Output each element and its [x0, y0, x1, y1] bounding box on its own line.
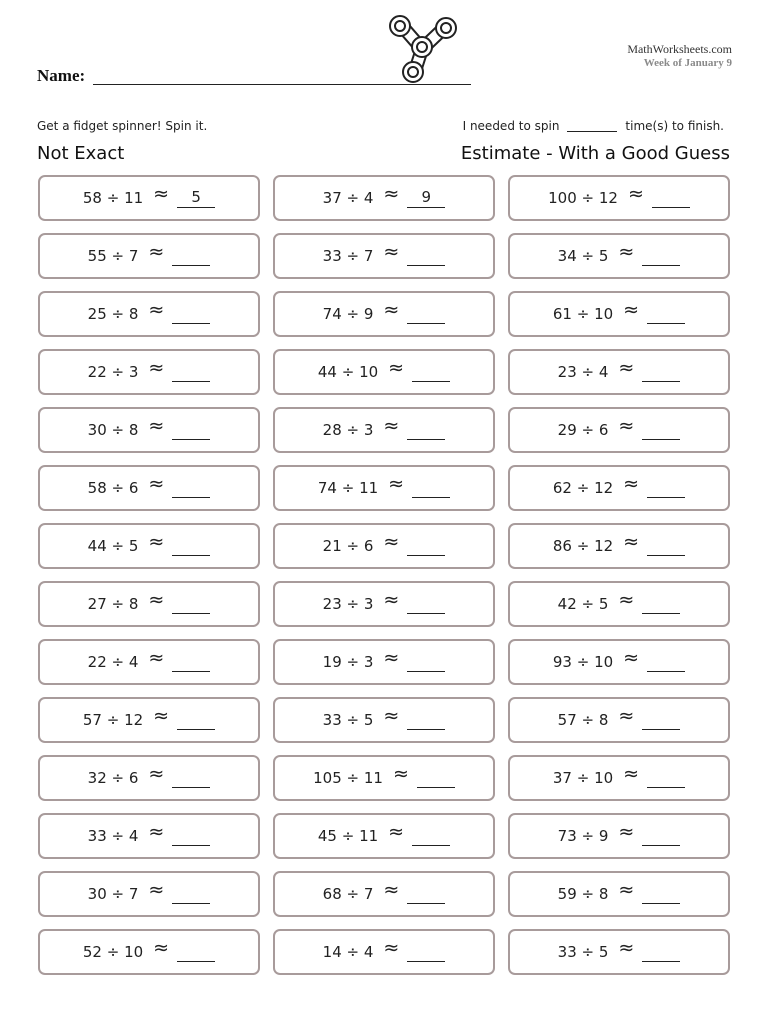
- answer-blank[interactable]: [172, 305, 210, 324]
- problem-card: [38, 291, 260, 337]
- problem-card: [508, 407, 730, 453]
- problem-card: [38, 407, 260, 453]
- problem-expression: 61 ÷ 10: [552, 305, 614, 323]
- problem-card: [508, 581, 730, 627]
- problem-expression: 93 ÷ 10: [552, 653, 614, 671]
- answer-blank[interactable]: [642, 885, 680, 904]
- problem-card: [273, 697, 495, 743]
- problem-card: [38, 233, 260, 279]
- problem-expression: 59 ÷ 8: [557, 885, 609, 903]
- approx-symbol: ≈: [623, 531, 640, 553]
- answer-blank[interactable]: [172, 479, 210, 498]
- problem-card: [508, 175, 730, 221]
- approx-symbol: ≈: [618, 937, 635, 959]
- approx-symbol: ≈: [388, 357, 405, 379]
- problem-card: [38, 929, 260, 975]
- section-heading-left: Not Exact: [37, 143, 125, 164]
- answer-blank[interactable]: [642, 247, 680, 266]
- approx-symbol: ≈: [148, 357, 165, 379]
- problem-expression: 86 ÷ 12: [552, 537, 614, 555]
- answer-blank[interactable]: [407, 421, 445, 440]
- name-label: Name:: [37, 66, 86, 85]
- answer-blank[interactable]: [642, 827, 680, 846]
- problem-card: [508, 697, 730, 743]
- answer-blank[interactable]: [407, 885, 445, 904]
- problem-card: [273, 465, 495, 511]
- approx-symbol: ≈: [383, 589, 400, 611]
- problem-expression: 27 ÷ 8: [87, 595, 139, 613]
- approx-symbol: ≈: [383, 183, 400, 205]
- approx-symbol: ≈: [383, 705, 400, 727]
- approx-symbol: ≈: [392, 763, 409, 785]
- answer-blank[interactable]: [647, 305, 685, 324]
- approx-symbol: ≈: [618, 415, 635, 437]
- problem-card: [273, 813, 495, 859]
- problem-expression: 33 ÷ 5: [322, 711, 374, 729]
- problem-card: [38, 523, 260, 569]
- approx-symbol: ≈: [148, 589, 165, 611]
- answer-blank[interactable]: [642, 421, 680, 440]
- problem-expression: 33 ÷ 7: [322, 247, 374, 265]
- answer-blank[interactable]: [172, 769, 210, 788]
- problem-card: [508, 639, 730, 685]
- approx-symbol: ≈: [623, 473, 640, 495]
- answer-blank[interactable]: [177, 943, 215, 962]
- approx-symbol: ≈: [383, 531, 400, 553]
- problem-card: [508, 929, 730, 975]
- approx-symbol: ≈: [383, 415, 400, 437]
- problem-expression: 44 ÷ 5: [87, 537, 139, 555]
- problem-expression: 105 ÷ 11: [313, 769, 383, 787]
- instruction-spin-count: [463, 119, 724, 133]
- problem-card: [273, 523, 495, 569]
- answer-blank[interactable]: [412, 827, 450, 846]
- problem-card: [508, 465, 730, 511]
- problem-card: [38, 697, 260, 743]
- approx-symbol: ≈: [618, 589, 635, 611]
- approx-symbol: ≈: [383, 937, 400, 959]
- answer-blank[interactable]: [407, 595, 445, 614]
- answer-blank[interactable]: [407, 247, 445, 266]
- answer-blank[interactable]: [172, 827, 210, 846]
- problem-card: [273, 349, 495, 395]
- problem-expression: 23 ÷ 3: [322, 595, 374, 613]
- answer-blank[interactable]: [177, 711, 215, 730]
- approx-symbol: ≈: [627, 183, 644, 205]
- approx-symbol: ≈: [618, 821, 635, 843]
- problem-expression: 25 ÷ 8: [87, 305, 139, 323]
- approx-symbol: ≈: [153, 937, 170, 959]
- problem-card: [508, 755, 730, 801]
- answer-blank[interactable]: [407, 711, 445, 730]
- problem-expression: 32 ÷ 6: [87, 769, 139, 787]
- problem-expression: 62 ÷ 12: [552, 479, 614, 497]
- spin-count-suffix: time(s) to finish.: [625, 119, 724, 133]
- problem-expression: 37 ÷ 10: [552, 769, 614, 787]
- problem-expression: 52 ÷ 10: [82, 943, 144, 961]
- answer-blank[interactable]: 9: [407, 189, 445, 208]
- answer-blank[interactable]: [642, 943, 680, 962]
- approx-symbol: ≈: [623, 763, 640, 785]
- problem-card: [38, 581, 260, 627]
- problem-card: [273, 407, 495, 453]
- problem-expression: 58 ÷ 6: [87, 479, 139, 497]
- answer-blank[interactable]: [172, 421, 210, 440]
- problem-expression: 14 ÷ 4: [322, 943, 374, 961]
- answer-blank[interactable]: [172, 885, 210, 904]
- problem-card: [273, 639, 495, 685]
- answer-blank[interactable]: [172, 537, 210, 556]
- name-line[interactable]: [93, 84, 471, 85]
- problem-card: [508, 233, 730, 279]
- answer-blank[interactable]: [652, 189, 690, 208]
- approx-symbol: ≈: [148, 299, 165, 321]
- problem-card: [508, 523, 730, 569]
- answer-blank[interactable]: [417, 769, 455, 788]
- problem-expression: 55 ÷ 7: [87, 247, 139, 265]
- problem-card: [508, 871, 730, 917]
- problem-expression: 73 ÷ 9: [557, 827, 609, 845]
- problem-expression: 29 ÷ 6: [557, 421, 609, 439]
- answer-blank[interactable]: [172, 363, 210, 382]
- approx-symbol: ≈: [148, 241, 165, 263]
- problem-card: [273, 755, 495, 801]
- problem-expression: 22 ÷ 3: [87, 363, 139, 381]
- answer-blank[interactable]: [407, 653, 445, 672]
- approx-symbol: ≈: [148, 531, 165, 553]
- problem-card: [273, 175, 495, 221]
- answer-blank[interactable]: [642, 711, 680, 730]
- approx-symbol: ≈: [148, 821, 165, 843]
- problem-card: [273, 871, 495, 917]
- problem-card: [38, 871, 260, 917]
- spin-count-blank[interactable]: [567, 131, 617, 132]
- approx-symbol: ≈: [388, 473, 405, 495]
- approx-symbol: ≈: [618, 879, 635, 901]
- approx-symbol: ≈: [383, 299, 400, 321]
- answer-blank[interactable]: [407, 305, 445, 324]
- section-heading-right: Estimate - With a Good Guess: [460, 143, 730, 164]
- problem-card: [38, 755, 260, 801]
- answer-blank[interactable]: [642, 363, 680, 382]
- approx-symbol: ≈: [153, 705, 170, 727]
- answer-blank[interactable]: [172, 653, 210, 672]
- answer-blank[interactable]: [172, 247, 210, 266]
- problem-card: [38, 813, 260, 859]
- problem-expression: 57 ÷ 8: [557, 711, 609, 729]
- problem-expression: 21 ÷ 6: [322, 537, 374, 555]
- problem-expression: 42 ÷ 5: [557, 595, 609, 613]
- approx-symbol: ≈: [383, 241, 400, 263]
- approx-symbol: ≈: [618, 241, 635, 263]
- approx-symbol: ≈: [148, 763, 165, 785]
- instruction-spin: Get a fidget spinner! Spin it.: [37, 119, 208, 133]
- problem-card: [508, 349, 730, 395]
- answer-blank[interactable]: [412, 363, 450, 382]
- approx-symbol: ≈: [388, 821, 405, 843]
- problem-card: [508, 291, 730, 337]
- problem-expression: 58 ÷ 11: [82, 189, 144, 207]
- answer-blank[interactable]: [407, 537, 445, 556]
- answer-blank[interactable]: [642, 595, 680, 614]
- problem-expression: 28 ÷ 3: [322, 421, 374, 439]
- answer-blank[interactable]: 5: [177, 189, 215, 208]
- problem-card: [38, 639, 260, 685]
- approx-symbol: ≈: [623, 299, 640, 321]
- approx-symbol: ≈: [148, 473, 165, 495]
- problem-expression: 74 ÷ 11: [317, 479, 379, 497]
- week-label: Week of January 9: [643, 57, 732, 69]
- problem-expression: 33 ÷ 5: [557, 943, 609, 961]
- problem-expression: 37 ÷ 4: [322, 189, 374, 207]
- approx-symbol: ≈: [148, 415, 165, 437]
- problem-expression: 30 ÷ 8: [87, 421, 139, 439]
- problem-expression: 100 ÷ 12: [548, 189, 618, 207]
- site-url: MathWorksheets.com: [627, 42, 732, 56]
- problem-expression: 33 ÷ 4: [87, 827, 139, 845]
- approx-symbol: ≈: [383, 647, 400, 669]
- problem-expression: 22 ÷ 4: [87, 653, 139, 671]
- problem-expression: 45 ÷ 11: [317, 827, 379, 845]
- answer-blank[interactable]: [412, 479, 450, 498]
- answer-blank[interactable]: [647, 769, 685, 788]
- problem-expression: 44 ÷ 10: [317, 363, 379, 381]
- answer-blank[interactable]: [647, 479, 685, 498]
- approx-symbol: ≈: [618, 357, 635, 379]
- approx-symbol: ≈: [623, 647, 640, 669]
- problem-expression: 57 ÷ 12: [82, 711, 144, 729]
- problem-card: [38, 465, 260, 511]
- approx-symbol: ≈: [618, 705, 635, 727]
- problem-card: [273, 291, 495, 337]
- problem-card: [273, 581, 495, 627]
- spin-count-prefix: I needed to spin: [462, 119, 560, 133]
- problem-expression: 34 ÷ 5: [557, 247, 609, 265]
- problem-card: [508, 813, 730, 859]
- problem-grid: [38, 175, 730, 975]
- problem-card: [273, 929, 495, 975]
- problem-expression: 30 ÷ 7: [87, 885, 139, 903]
- approx-symbol: ≈: [383, 879, 400, 901]
- problem-expression: 19 ÷ 3: [322, 653, 374, 671]
- name-field[interactable]: [37, 66, 477, 90]
- problem-card: [273, 233, 495, 279]
- approx-symbol: ≈: [148, 647, 165, 669]
- answer-blank[interactable]: [647, 537, 685, 556]
- site-branding: [627, 42, 732, 70]
- problem-card: [38, 349, 260, 395]
- approx-symbol: ≈: [148, 879, 165, 901]
- answer-blank[interactable]: [407, 943, 445, 962]
- problem-expression: 74 ÷ 9: [322, 305, 374, 323]
- problem-expression: 68 ÷ 7: [322, 885, 374, 903]
- problem-expression: 23 ÷ 4: [557, 363, 609, 381]
- problem-card: [38, 175, 260, 221]
- answer-blank[interactable]: [647, 653, 685, 672]
- approx-symbol: ≈: [153, 183, 170, 205]
- answer-blank[interactable]: [172, 595, 210, 614]
